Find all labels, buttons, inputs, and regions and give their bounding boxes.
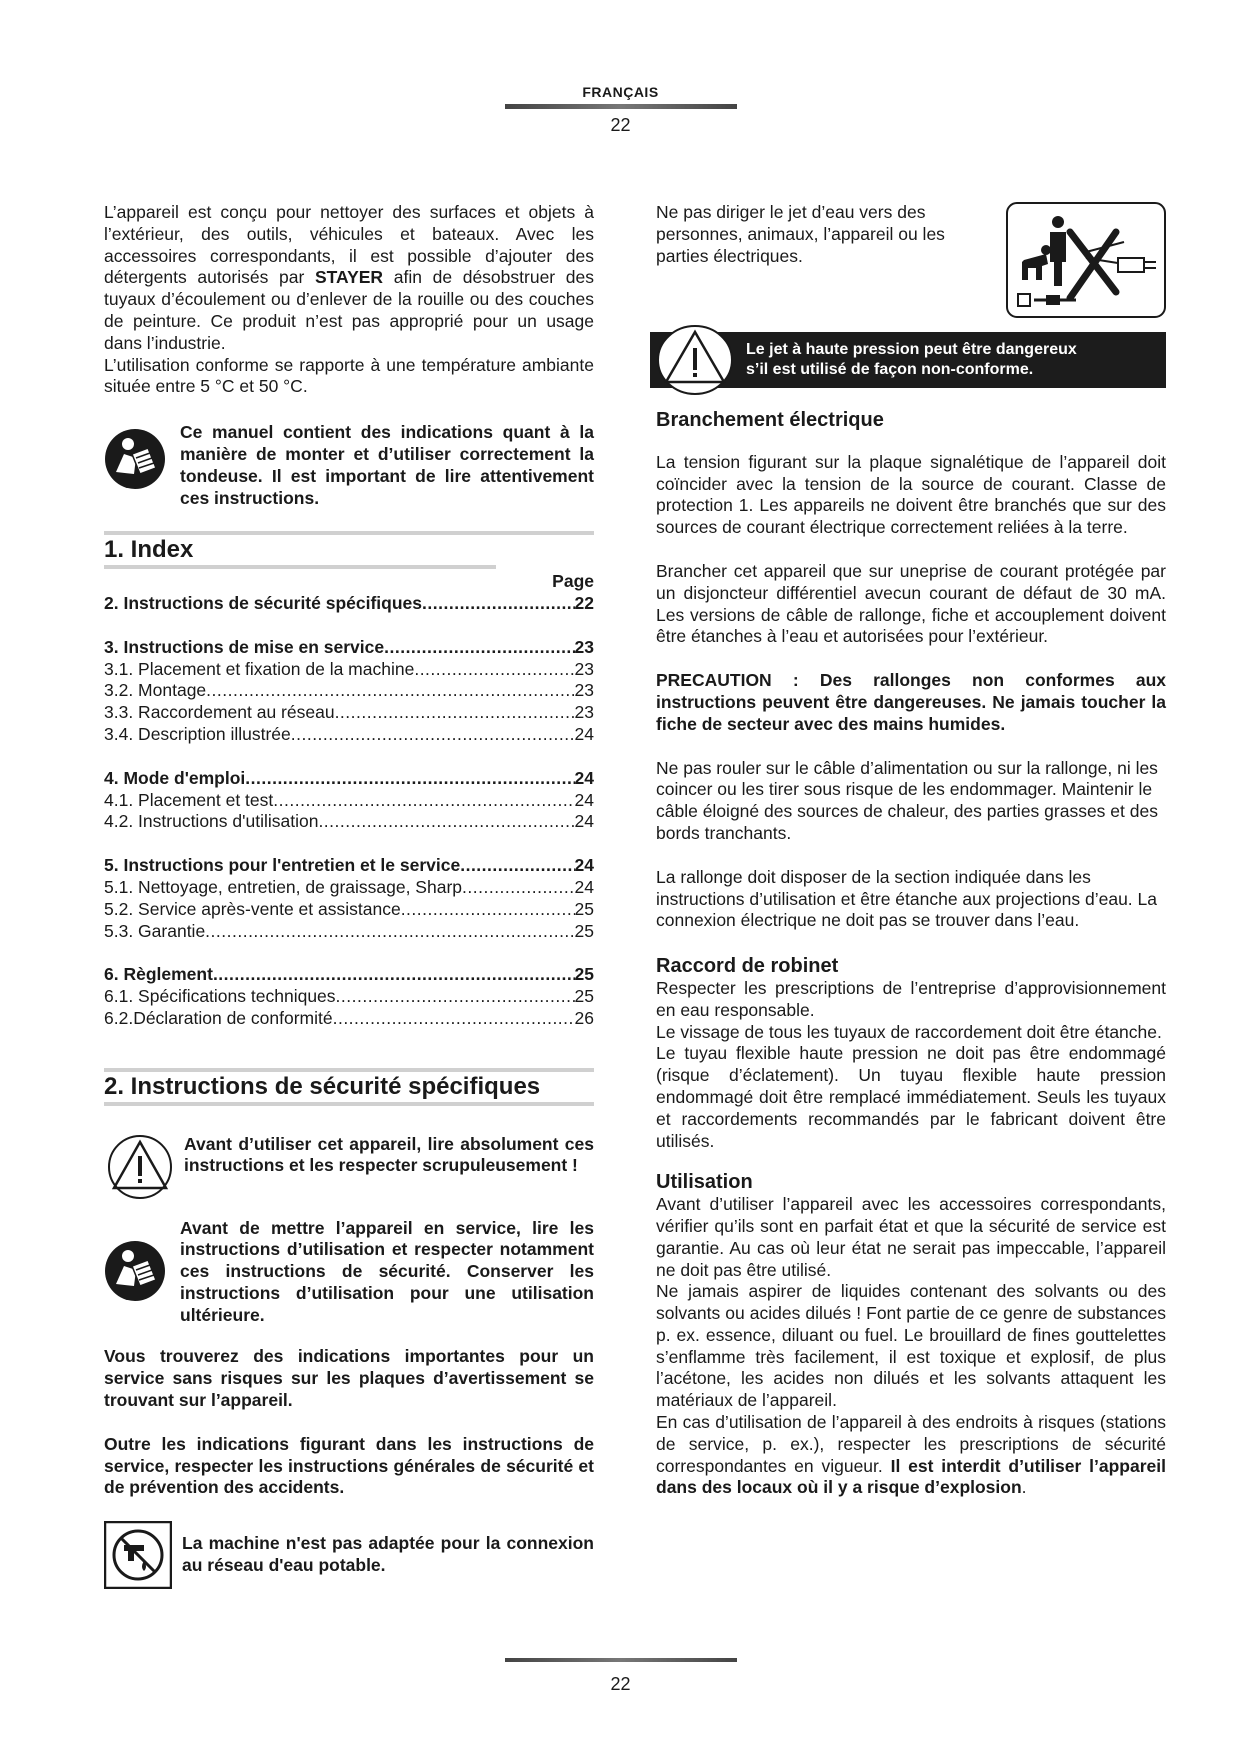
safety-plates-text: Vous trouverez des indications importantes pour un service sans risques sur les plaques d’avertissement se trouvant sur l’appareil. (104, 1346, 594, 1411)
toc-entry-label: 2. Instructions de sécurité spécifiques (104, 592, 423, 613)
no-potable-text: La machine n'est pas adaptée pour la connexion au réseau d'eau potable. (182, 1533, 594, 1576)
toc-leader-dots (205, 921, 574, 943)
page-number-top: 22 (610, 115, 631, 135)
toc-entry (104, 1008, 594, 1030)
toc-entry-label: 3.2. Montage (104, 680, 207, 701)
toc-entry-label: 5.2. Service après-vente et assistance (104, 898, 401, 919)
read-manual-icon (104, 428, 166, 490)
no-potable-notice (104, 1521, 594, 1589)
toc-entry (104, 790, 594, 812)
toc-entry-label: 3. Instructions de mise en service (104, 636, 385, 657)
toc-entry-label: 4.2. Instructions d'utilisation (104, 811, 319, 832)
index-rule-bottom (104, 565, 496, 569)
toc-entry-page: 22 (574, 592, 594, 613)
toc-entry (104, 964, 594, 986)
safety-warning-notice (104, 1134, 594, 1200)
toc-group (104, 964, 594, 1029)
warning-triangle-icon (656, 324, 734, 396)
toc-leader-dots (273, 790, 574, 812)
jet-warning-block (656, 202, 1166, 318)
warning-triangle-icon (104, 1134, 176, 1200)
toc-leader-dots (460, 855, 574, 877)
toc-entry-page: 25 (574, 986, 594, 1007)
intro-text: L’appareil est conçu pour nettoyer des surfaces et objets à l’extérieur, des outils, véhicules et bateaux. Avec les accessoires correspondants, il est possible d’ajouter des détergents autorisés par (104, 202, 594, 288)
toc-entry (104, 680, 594, 702)
toc-entry-page: 25 (574, 898, 594, 919)
toc-group (104, 768, 594, 833)
banner-line-2: s’il est utilisé de façon non-conforme. (746, 360, 1034, 378)
toc-entry (104, 724, 594, 746)
electrical-p4: Ne pas rouler sur le câble d’alimentation ou sur la rallonge, ni les coincer ou les tirer sous risque de les endommager. Maintenir le câble éloigné des sources de chaleur, des parties grasses et des bords tranchants. (656, 757, 1158, 843)
toc-leader-dots (336, 986, 575, 1008)
use-title: Utilisation (656, 1171, 753, 1194)
toc-entry (104, 702, 594, 724)
toc-entry-label: 3.1. Placement et fixation de la machine (104, 658, 415, 679)
use-p3-end: . (1021, 1477, 1027, 1498)
tap-p3: Le tuyau flexible haute pression ne doit pas être endommagé (risque d’éclatement). Un tuyau flexible haute pression endommagé doit être remplacé immédiatement. Seuls les tuyaux et raccordements recommandés par le fabricant doivent être utilisés. (656, 1043, 1166, 1151)
electrical-p2: Brancher cet appareil que sur uneprise de courant protégée par un disjoncteur différentiel avecun courant de défaut de 30 mA. Les versions de câble de rallonge, fiche et accouplement doivent être étanches à l’eau et autorisées pour l’extérieur. (656, 560, 1166, 647)
toc-entry-page: 24 (574, 811, 594, 832)
toc-leader-dots (291, 724, 575, 746)
toc-entry (104, 811, 594, 833)
toc-entry-label: 4.1. Placement et test (104, 789, 274, 810)
high-pressure-banner (656, 324, 1166, 396)
tap-title: Raccord de robinet (656, 955, 839, 978)
toc-entry-label: 6.1. Spécifications techniques (104, 986, 336, 1007)
toc-leader-dots (333, 1008, 575, 1030)
toc-leader-dots (422, 593, 575, 615)
page-number-bottom: 22 (610, 1674, 631, 1694)
electrical-title: Branchement électrique (656, 409, 884, 431)
use-p2: Ne jamais aspirer de liquides contenant des solvants ou des solvants ou acides dilués ! Font partie de ce genre de substances p. ex. essence, diluant ou fuel. Le brouillard de fines gouttelettes s’enflamme très facilement, il est toxique et explosif, de plus l’acétone, les acides non dilués et les solvants attaquent les matériaux de l’appareil. (656, 1281, 1166, 1411)
toc-entry (104, 899, 594, 921)
toc-group (104, 637, 594, 746)
toc-entry (104, 921, 594, 943)
toc-entry-page: 23 (574, 636, 594, 657)
no-spray-people-icon (1006, 202, 1166, 318)
electrical-p1: La tension figurant sur la plaque signalétique de l’appareil doit coïncider avec la tension de la source de courant. Classe de protection 1. Les appareils ne doivent être branchés que sur des sources de courant électrique correctement reliées à la terre. (656, 451, 1166, 538)
intro-text-end: afin de désobstruer des tuyaux d’écoulement ou d’enlever de la rouille ou des couches de peinture. Ce produit n’est pas approprié pour un usage dans l’industrie. (104, 267, 594, 353)
toc-entry-page: 25 (574, 964, 594, 985)
read-manual-icon (104, 1240, 166, 1302)
electrical-precaution: PRECAUTION : Des rallonges non conformes aux instructions peuvent être dangereuses. Ne jamais toucher la fiche de secteur avec des mains humides. (656, 670, 1166, 734)
use-p1: Avant d’utiliser l’appareil avec les accessoires correspondants, vérifier qu’ils sont en parfait état et que la sécurité de service est garantie. Au cas où leur état ne serait pas impeccable, l’appareil ne doit pas être utilisé. (656, 1194, 1166, 1280)
toc-leader-dots (401, 899, 575, 921)
use-p3-bold: Il est interdit d’utiliser l’appareil dans des locaux où il y a risque d’explosion (656, 1455, 1166, 1498)
toc-entry-page: 23 (574, 680, 594, 701)
toc-leader-dots (335, 702, 575, 724)
index-title: 1. Index (104, 536, 194, 564)
toc-entry-page: 24 (574, 723, 594, 744)
toc-entry (104, 659, 594, 681)
toc-entry-label: 4. Mode d'emploi (104, 767, 246, 788)
safety-rule-bottom (104, 1102, 594, 1106)
toc-entry-page: 24 (574, 876, 594, 897)
footer-divider (505, 1658, 737, 1662)
electrical-p5: La rallonge doit disposer de la section indiquée dans les instructions d’utilisation et être étanche aux projections d’eau. La connexion électrique ne doit pas se trouver dans l’eau. (656, 866, 1157, 931)
tap-p1: Respecter les prescriptions de l’entreprise d’approvisionnement en eau responsable. (656, 977, 1166, 1020)
jet-warning-text: Ne pas diriger le jet d’eau vers des personnes, animaux, l’appareil ou les parties électriques. (656, 202, 945, 266)
toc-entry-label: 3.4. Description illustrée (104, 723, 291, 744)
safety-title: 2. Instructions de sécurité spécifiques (104, 1072, 541, 1100)
page-header (0, 84, 1241, 136)
right-column (656, 202, 1166, 1499)
toc-leader-dots (318, 811, 574, 833)
toc-entry-page: 26 (574, 1007, 594, 1028)
manual-notice-text: Ce manuel contient des indications quant à la manière de monter et d’utiliser correctement la tondeuse. Il est important de lire attentivement ces instructions. (180, 422, 594, 508)
toc-entry (104, 877, 594, 899)
toc-entry-page: 25 (574, 920, 594, 941)
toc-entry (104, 986, 594, 1008)
toc-entry (104, 637, 594, 659)
page-footer (0, 1658, 1241, 1695)
safety-book-text: Avant de mettre l’appareil en service, lire les instructions d’utilisation et respecter notamment ces instructions de sécurité. Conserver les instructions d’utilisation pour une utilisation ultérieure. (180, 1217, 594, 1325)
toc-entry-page: 24 (574, 789, 594, 810)
toc-leader-dots (414, 659, 574, 681)
safety-general-text: Outre les indications figurant dans les instructions de service, respecter les instructions générales de sécurité et de prévention des accidents. (104, 1433, 594, 1498)
safety-warning-text: Avant d’utiliser cet appareil, lire absolument ces instructions et les respecter scrupuleusement ! (184, 1133, 594, 1176)
toc-leader-dots (245, 768, 574, 790)
toc-entry-label: 6. Règlement (104, 964, 213, 985)
toc-entry-page: 24 (574, 767, 594, 788)
toc-leader-dots (213, 964, 575, 986)
temperature-paragraph: L’utilisation conforme se rapporte à une température ambiante située entre 5 °C et 50 °C. (104, 354, 594, 397)
toc-entry-label: 6.2.Déclaration de conformité (104, 1007, 333, 1028)
table-of-contents (104, 593, 594, 1030)
toc-entry-label: 5.1. Nettoyage, entretien, de graissage, Sharp (104, 876, 463, 897)
toc-entry-page: 23 (574, 702, 594, 723)
toc-entry-label: 5. Instructions pour l'entretien et le service (104, 855, 461, 876)
toc-entry (104, 855, 594, 877)
safety-book-notice (104, 1218, 594, 1327)
toc-entry-label: 3.3. Raccordement au réseau (104, 702, 335, 723)
toc-entry-page: 23 (574, 658, 594, 679)
toc-entry-page: 24 (574, 855, 594, 876)
header-divider (505, 104, 737, 109)
index-page-label: Page (552, 571, 594, 592)
banner-line-1: Le jet à haute pression peut être dangereux (746, 341, 1077, 358)
toc-leader-dots (384, 637, 574, 659)
language-label: FRANÇAIS (582, 84, 659, 100)
no-potable-water-icon (104, 1521, 172, 1589)
toc-group (104, 593, 594, 615)
left-column (104, 202, 594, 1589)
manual-notice (104, 422, 594, 509)
toc-entry-label: 5.3. Garantie (104, 920, 206, 941)
toc-entry (104, 768, 594, 790)
use-p3 (656, 1412, 1166, 1499)
toc-entry (104, 593, 594, 615)
brand-name: STAYER (314, 267, 384, 288)
toc-group (104, 855, 594, 942)
intro-paragraph (104, 202, 594, 355)
tap-p2: Le vissage de tous les tuyaux de raccordement doit être étanche. (656, 1021, 1162, 1042)
toc-leader-dots (206, 680, 574, 702)
use-p3-text: En cas d’utilisation de l’appareil à des endroits à risques (stations de service, p. ex.), respecter les prescriptions de sécurité correspondantes en vigueur. (656, 1412, 1166, 1476)
toc-leader-dots (462, 877, 575, 899)
